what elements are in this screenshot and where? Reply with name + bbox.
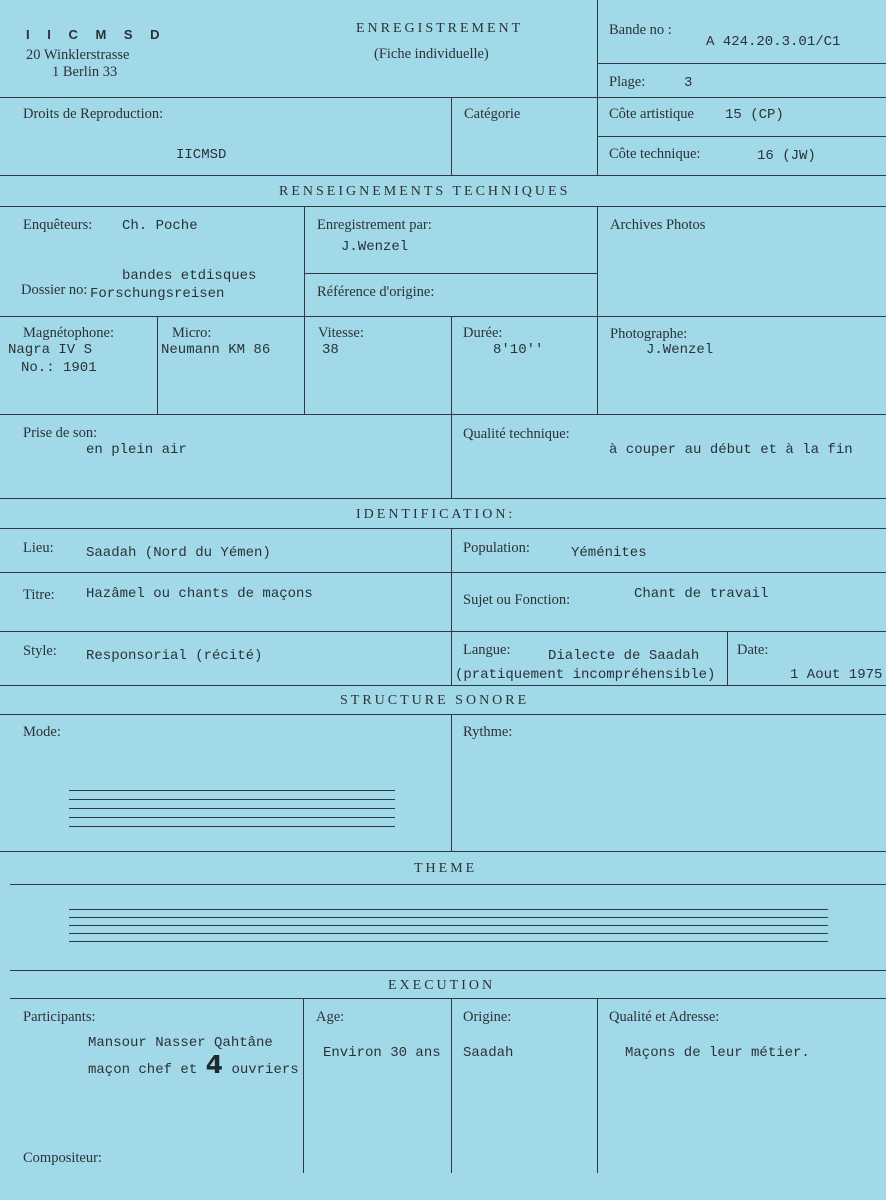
- rule: [451, 414, 452, 498]
- participants-label: Participants:: [23, 1009, 96, 1025]
- dossier-label: Dossier no:: [21, 282, 88, 298]
- rule: [0, 851, 886, 852]
- origine-label: Origine:: [463, 1009, 512, 1025]
- prise-de-son-value: en plein air: [86, 442, 187, 458]
- dossier-value-line-2: Forschungsreisen: [90, 286, 225, 302]
- enqueteurs-value: Ch. Poche: [122, 218, 198, 234]
- rule: [727, 631, 728, 685]
- photographe-value: J.Wenzel: [646, 342, 714, 358]
- rule: [304, 206, 305, 414]
- qualite-adresse-value: Maçons de leur métier.: [625, 1045, 810, 1061]
- mode-staff-line: [69, 817, 395, 818]
- enregistrement-label: Enregistrement par:: [317, 217, 432, 233]
- rule: [305, 273, 598, 274]
- form-title: ENREGISTREMENT: [356, 21, 524, 36]
- theme-staff-line: [69, 909, 828, 910]
- reference-label: Référence d'origine:: [317, 284, 435, 300]
- enregistrement-value: J.Wenzel: [341, 239, 409, 255]
- rule: [598, 136, 886, 137]
- theme-staff-line: [69, 925, 828, 926]
- mode-staff-line: [69, 799, 395, 800]
- age-value: Environ 30 ans: [323, 1045, 441, 1061]
- qualite-technique-value: à couper au début et à la fin: [609, 442, 853, 458]
- plage-value: 3: [684, 75, 693, 91]
- bande-label: Bande no :: [609, 22, 672, 38]
- participants-line-2-end: ouvriers: [231, 1062, 299, 1078]
- duree-label: Durée:: [463, 325, 503, 341]
- droits-label: Droits de Reproduction:: [23, 106, 164, 122]
- origine-value: Saadah: [463, 1045, 514, 1061]
- theme-staff-line: [69, 917, 828, 918]
- rule: [0, 175, 886, 176]
- cote-technique-label: Côte technique:: [609, 146, 701, 162]
- style-value: Responsorial (récité): [86, 648, 263, 664]
- rule: [451, 97, 452, 175]
- lieu-label: Lieu:: [23, 540, 54, 556]
- rule: [10, 970, 886, 971]
- sujet-value: Chant de travail: [634, 586, 769, 602]
- participants-line-2: [88, 1052, 299, 1079]
- lieu-value: Saadah (Nord du Yémen): [86, 545, 271, 561]
- bande-value: A 424.20.3.01/C1: [706, 34, 841, 50]
- rule: [451, 998, 452, 1173]
- rule: [451, 316, 452, 414]
- theme-staff-line: [69, 941, 828, 942]
- mode-staff-line: [69, 790, 395, 791]
- theme-staff-line: [69, 933, 828, 934]
- mode-staff-line: [69, 826, 395, 827]
- rule: [0, 414, 886, 415]
- section-title-technique: RENSEIGNEMENTS TECHNIQUES: [279, 184, 571, 199]
- style-label: Style:: [23, 643, 57, 659]
- participants-line-1: Mansour Nasser Qahtâne: [88, 1035, 273, 1051]
- rule: [0, 714, 886, 715]
- droits-value: IICMSD: [176, 147, 227, 163]
- rule: [451, 528, 452, 685]
- rule: [597, 206, 598, 414]
- address-line-2: 1 Berlin 33: [52, 64, 118, 80]
- cote-artistique-value: 15 (CP): [725, 107, 784, 123]
- qualite-adresse-label: Qualité et Adresse:: [609, 1009, 720, 1025]
- vitesse-label: Vitesse:: [318, 325, 364, 341]
- rule: [0, 528, 886, 529]
- population-value: Yéménites: [571, 545, 647, 561]
- section-title-execution: EXECUTION: [388, 978, 496, 993]
- rule: [0, 685, 886, 686]
- rule: [0, 206, 886, 207]
- cote-technique-value: 16 (JW): [757, 148, 816, 164]
- rule: [0, 316, 886, 317]
- age-label: Age:: [316, 1009, 345, 1025]
- rule: [303, 998, 304, 1173]
- handwritten-count: 4: [205, 1050, 224, 1079]
- date-label: Date:: [737, 642, 769, 658]
- section-title-identification: IDENTIFICATION:: [356, 507, 516, 522]
- plage-label: Plage:: [609, 74, 646, 90]
- titre-value: Hazâmel ou chants de maçons: [86, 586, 313, 602]
- magnetophone-label: Magnétophone:: [23, 325, 115, 341]
- cote-artistique-label: Côte artistique: [609, 106, 694, 122]
- rule: [0, 572, 886, 573]
- rule: [597, 998, 598, 1173]
- langue-label: Langue:: [463, 642, 511, 658]
- rule: [10, 998, 886, 999]
- rule: [0, 631, 886, 632]
- langue-value: Dialecte de Saadah: [548, 648, 700, 664]
- rule: [10, 884, 886, 885]
- rule: [0, 97, 886, 98]
- mode-staff-line: [69, 808, 395, 809]
- dossier-value-line-1: bandes etdisques: [122, 268, 257, 284]
- micro-value: Neumann KM 86: [161, 342, 271, 358]
- org-name: I I C M S D: [26, 27, 167, 42]
- categorie-label: Catégorie: [464, 106, 521, 122]
- mode-label: Mode:: [23, 724, 61, 740]
- vitesse-value: 38: [322, 342, 339, 358]
- date-value: 1 Aout 1975: [790, 667, 883, 683]
- prise-de-son-label: Prise de son:: [23, 425, 98, 441]
- langue-note: (pratiquement incompréhensible): [455, 667, 716, 683]
- compositeur-label: Compositeur:: [23, 1150, 102, 1166]
- qualite-technique-label: Qualité technique:: [463, 426, 570, 442]
- micro-label: Micro:: [172, 325, 212, 341]
- rule: [598, 63, 886, 64]
- section-title-structure: STRUCTURE SONORE: [340, 693, 530, 708]
- population-label: Population:: [463, 540, 530, 556]
- enqueteurs-label: Enquêteurs:: [23, 217, 93, 233]
- rule: [451, 714, 452, 851]
- rule: [597, 0, 598, 175]
- rythme-label: Rythme:: [463, 724, 513, 740]
- participants-line-2-start: maçon chef et: [88, 1062, 198, 1078]
- section-title-theme: THEME: [414, 861, 478, 876]
- photographe-label: Photographe:: [610, 326, 688, 342]
- titre-label: Titre:: [23, 587, 55, 603]
- rule: [0, 498, 886, 499]
- magnetophone-value: Nagra IV S: [8, 342, 93, 358]
- form-subtitle: (Fiche individuelle): [374, 46, 489, 62]
- magnetophone-number: No.: 1901: [21, 360, 97, 376]
- archives-photos-label: Archives Photos: [610, 217, 706, 233]
- rule: [157, 316, 158, 414]
- address-line-1: 20 Winklerstrasse: [26, 47, 130, 63]
- sujet-label: Sujet ou Fonction:: [463, 592, 571, 608]
- duree-value: 8'10'': [493, 342, 544, 358]
